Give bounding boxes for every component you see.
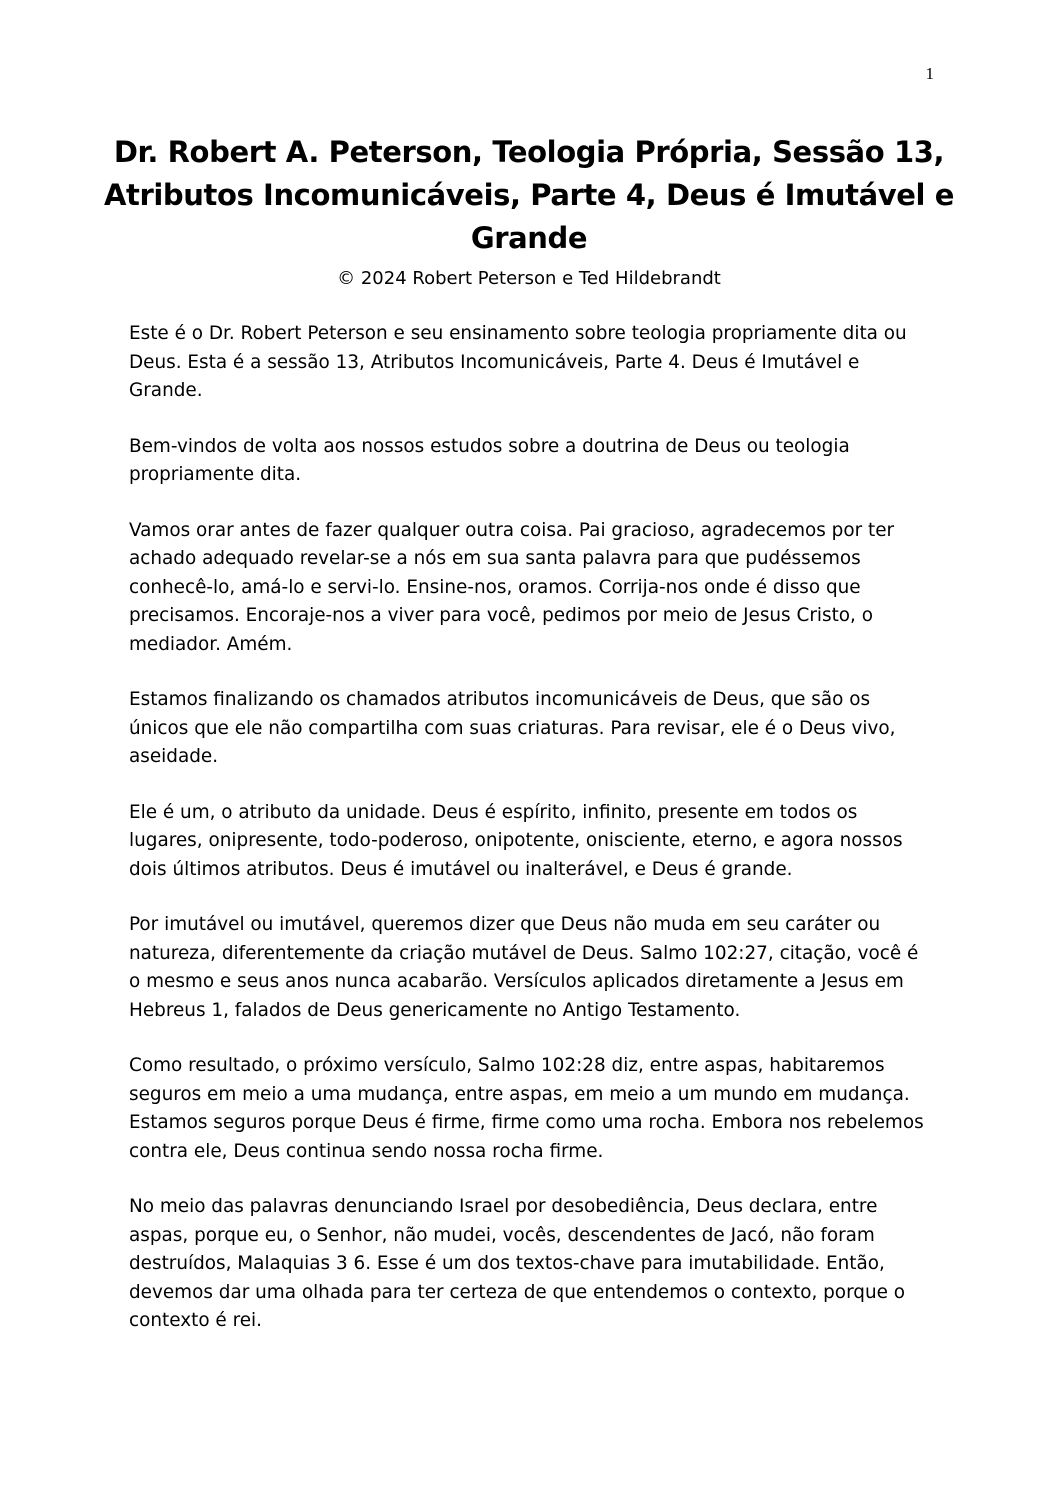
paragraph-attributes: Ele é um, o atributo da unidade. Deus é espírito, infinito, presente em todos os lugares, onipresente, todo-poderoso, onipotente, onisciente, eterno, e agora nossos dois últimos atributos. Deus é imutável ou inalterável, e Deus é grande. (129, 801, 903, 880)
paragraph-welcome: Bem-vindos de volta aos nossos estudos sobre a doutrina de Deus ou teologia propriamente dita. (129, 435, 850, 485)
paragraph-prayer: Vamos orar antes de fazer qualquer outra coisa. Pai gracioso, agradecemos por ter achado adequado revelar-se a nós em sua santa palavra para que pudéssemos conhecê-lo, amá-lo e servi-lo. Ensine-nos, oramos. Corrija-nos onde é disso que precisamos. Encoraje-nos a viver para você, pedimos por meio de Jesus Cristo, o mediador. Amém. (129, 519, 895, 655)
paragraph-intro: Este é o Dr. Robert Peterson e seu ensinamento sobre teologia propriamente dita ou Deus. Esta é a sessão 13, Atributos Incomunicáveis, Parte 4. Deus é Imutável e Grande. (129, 323, 907, 401)
paragraph-review: Estamos finalizando os chamados atributos incomunicáveis de Deus, que são os únicos que ele não compartilha com suas criaturas. Para revisar, ele é o Deus vivo, aseidade. (129, 689, 896, 767)
document-title: Dr. Robert A. Peterson, Teologia Própria, Sessão 13, Atributos Incomunicáveis, Parte 4, Deus é Imutável e Grande (103, 135, 955, 255)
paragraph-malachi: No meio das palavras denunciando Israel por desobediência, Deus declara, entre aspas, porque eu, o Senhor, não mudei, vocês, descendentes de Jacó, não foram destruídos, Malaquias 3 6. Esse é um dos textos-chave para imutabilidade. Então, devemos dar uma olhada para ter certeza de que entendemos o contexto, porque o contexto é rei. (129, 1196, 906, 1331)
paragraph-psalm: Como resultado, o próximo versículo, Salmo 102:28 diz, entre aspas, habitaremos seguros em meio a uma mudança, entre aspas, em meio a um mundo em mudança. Estamos seguros porque Deus é firme, firme como uma rocha. Embora nos rebelemos contra ele, Deus continua sendo nossa rocha firme. (129, 1055, 924, 1162)
paragraph-immutability: Por imutável ou imutável, queremos dizer que Deus não muda em seu caráter ou natureza, diferentemente da criação mutável de Deus. Salmo 102:27, citação, você é o mesmo e seus anos nunca acabarão. Versículos aplicados diretamente a Jesus em Hebreus 1, falados de Deus genericamente no Antigo Testamento. (129, 914, 919, 1021)
page-number: 1 (925, 64, 934, 83)
copyright-line: © 2024 Robert Peterson e Ted Hildebrandt (337, 268, 721, 289)
document-body (129, 320, 929, 1363)
